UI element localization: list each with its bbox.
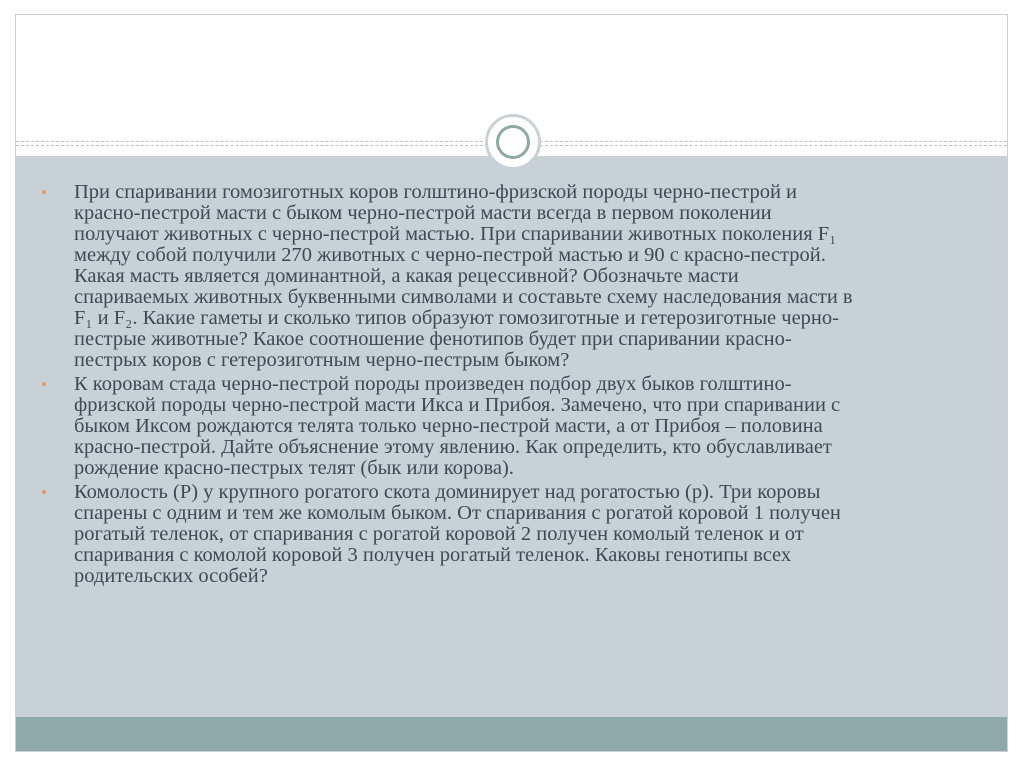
- bullet-dot-icon: •: [41, 183, 47, 202]
- text-line: пестрых коров с гетерозиготным черно-пестрым быком?: [74, 349, 570, 371]
- text-line: пестрые животные? Какое соотношение фенотипов будет при спаривании красно-: [74, 328, 792, 350]
- bullet-list: [36, 182, 974, 590]
- ring-inner-circle: [496, 125, 530, 159]
- bullet-dot-icon: •: [41, 483, 47, 502]
- bullet-item-2: [36, 374, 974, 479]
- text-line: F₁ и F₂. Какие гаметы и сколько типов образуют гомозиготные и гетерозиготные черно-: [74, 307, 839, 329]
- text-line: спариваемых животных буквенными символами и составьте схему наследования масти в: [74, 286, 853, 308]
- text-line: Какая масть является доминантной, а какая рецессивной? Обозначьте масти: [74, 265, 739, 287]
- text-line: между собой получили 270 животных с черно-пестрой мастью и 90 с красно-пестрой.: [74, 244, 826, 266]
- bullet-item-3: [36, 482, 974, 587]
- text-line: спарены с одним и тем же комолым быком. От спаривания с рогатой коровой 1 получен: [74, 502, 841, 524]
- bullet-item-1: [36, 182, 974, 371]
- text-line: К коровам стада черно-пестрой породы произведен подбор двух быков голштино-: [74, 373, 792, 395]
- text-line: Комолость (Р) у крупного рогатого скота доминирует над рогатостью (р). Три коровы: [74, 481, 821, 503]
- text-line: рогатый теленок, от спаривания с рогатой коровой 2 получен комолый теленок и от: [74, 523, 804, 545]
- text-line: При спаривании гомозиготных коров голштино-фризской породы черно-пестрой и: [74, 181, 798, 203]
- text-line: красно-пестрой. Дайте объяснение этому явлению. Как определить, кто обуславливает: [74, 436, 832, 458]
- ring-ornament-icon: [485, 114, 541, 170]
- text-line: рождение красно-пестрых телят (бык или корова).: [74, 457, 514, 479]
- text-line: быком Иксом рождаются телята только черно-пестрой масти, а от Прибоя – половина: [74, 415, 823, 437]
- text-line: получают животных с черно-пестрой мастью. При спаривании животных поколения F₁: [74, 223, 837, 245]
- bullet-dot-icon: •: [41, 375, 47, 394]
- footer-band: [16, 717, 1007, 752]
- text-line: фризской породы черно-пестрой масти Икса и Прибоя. Замечено, что при спаривании с: [74, 394, 841, 416]
- text-line: родительских особей?: [74, 565, 268, 587]
- text-line: спаривания с комолой коровой 3 получен рогатый теленок. Каковы генотипы всех: [74, 544, 792, 566]
- text-line: красно-пестрой масти с быком черно-пестрой масти всегда в первом поколении: [74, 202, 772, 224]
